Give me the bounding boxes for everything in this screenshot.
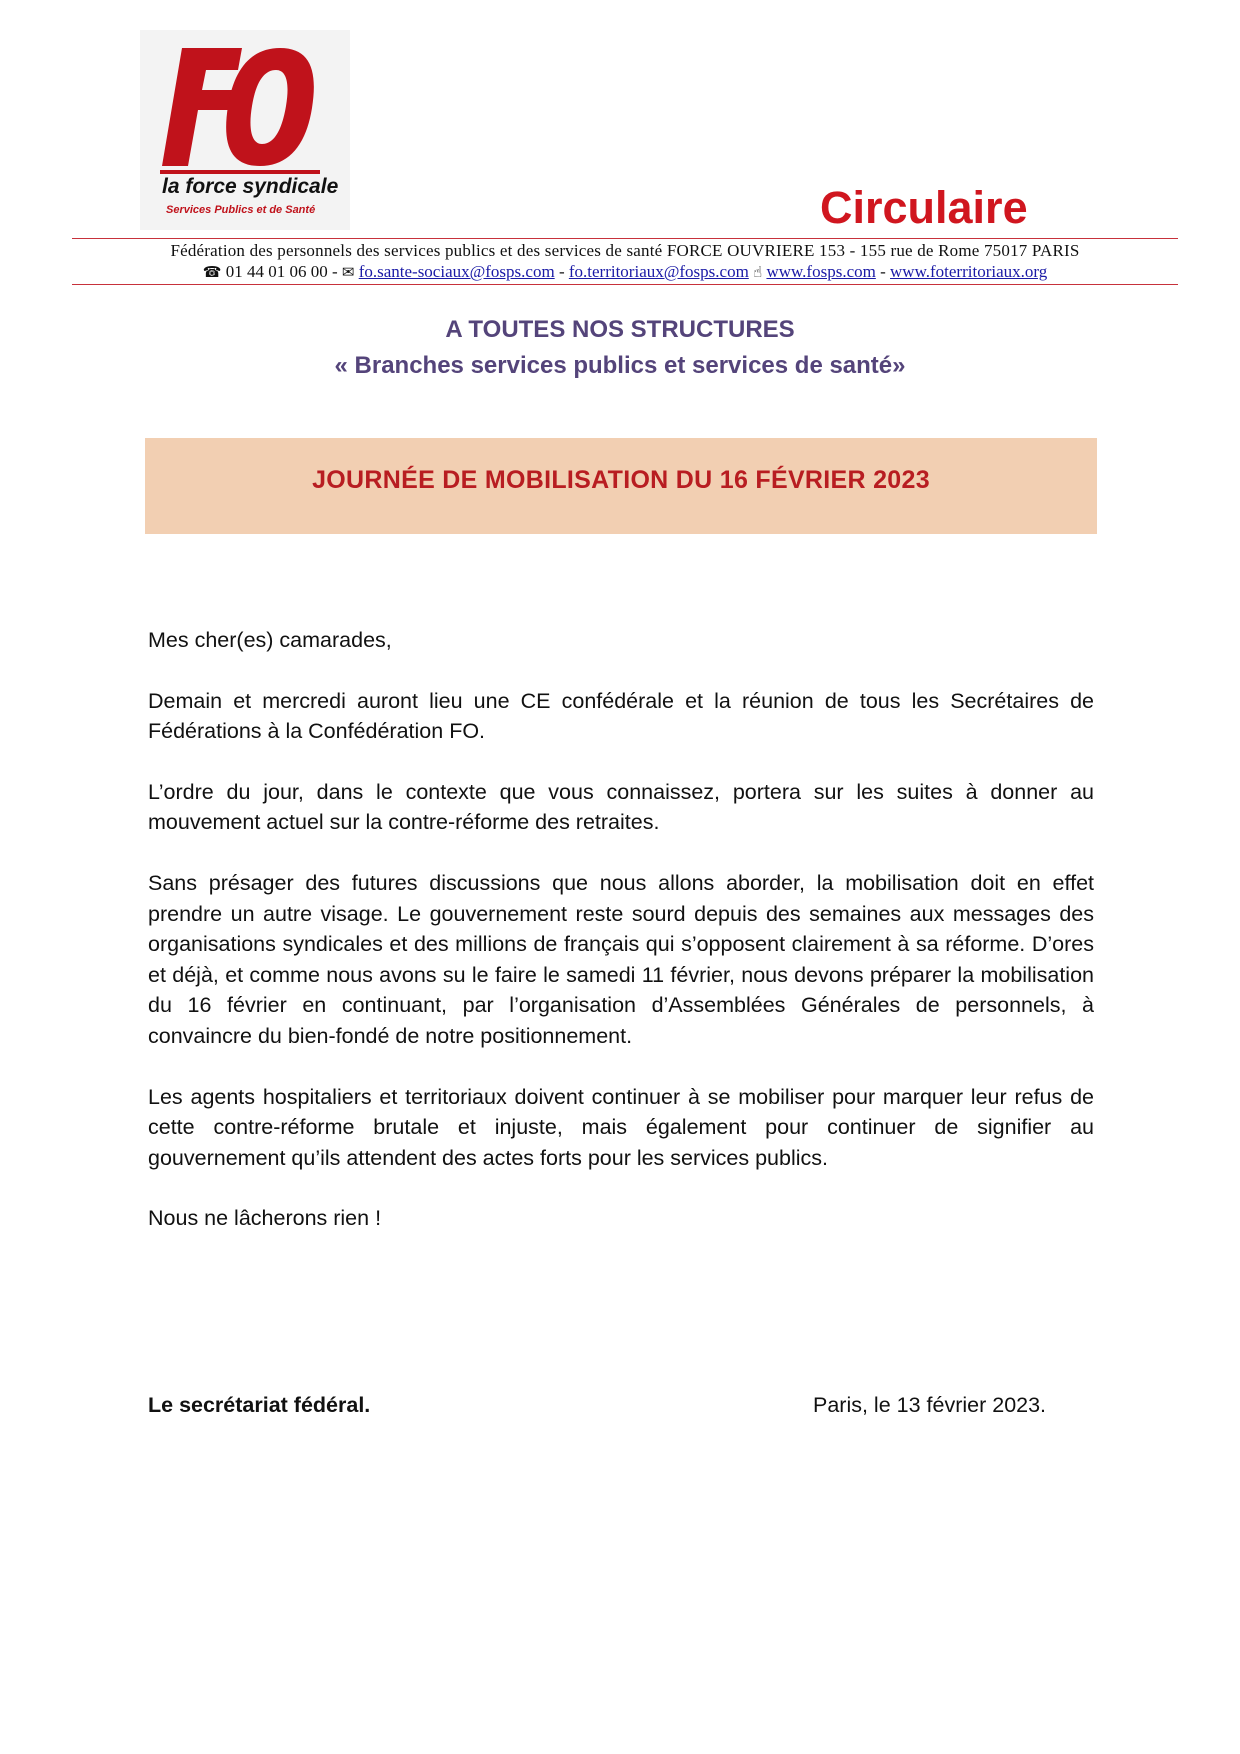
email-sante-sociaux-link[interactable]: fo.sante-sociaux@fosps.com [358, 262, 555, 281]
document-type-title: Circulaire [820, 182, 1028, 233]
greeting: Mes cher(es) camarades, [148, 628, 392, 652]
paragraph-2: L’ordre du jour, dans le contexte que vous connaissez, portera sur les suites à donner au mouvement actuel sur la contre-réforme des retraites. [148, 779, 1094, 835]
header-rule-bottom [72, 284, 1178, 285]
phone-icon: ☎ [202, 263, 222, 281]
fo-logo [140, 30, 350, 230]
website-foterritoriaux-link[interactable]: www.foterritoriaux.org [890, 262, 1048, 281]
signature-secretariat: Le secrétariat fédéral. [148, 1393, 371, 1417]
separator: - [875, 262, 891, 281]
phone-number: 01 44 01 06 00 [225, 262, 328, 281]
recipients-subheading: « Branches services publics et services de santé» [334, 352, 906, 379]
recipients-heading: A TOUTES NOS STRUCTURES [445, 316, 795, 343]
paragraph-4: Les agents hospitaliers et territoriaux doivent continuer à se mobiliser pour marquer leur refus de cette contre-réforme brutale et injuste, mais également pour continuer de signifier au gouvernement qu’ils attendent des actes forts pour les services publics. [148, 1084, 1094, 1170]
paragraph-1: Demain et mercredi auront lieu une CE confédérale et la réunion de tous les Secrétaires de Fédérations à la Confédération FO. [148, 688, 1094, 744]
separator: - [327, 262, 342, 281]
signature-date: Paris, le 13 février 2023. [813, 1393, 1047, 1417]
banner-title: JOURNÉE DE MOBILISATION DU 16 FÉVRIER 2023 [312, 466, 930, 494]
logo-subtitle: Services Publics et de Santé [166, 204, 316, 216]
paragraph-3: Sans présager des futures discussions que nous allons aborder, la mobilisation doit en effet prendre un autre visage. Le gouvernement reste sourd depuis des semaines aux messages des organisations syndicales et des millions de français qui s’opposent clairement à sa réforme. D’ores et déjà, et comme nous avons su le faire le samedi 11 février, nous devons préparer la mobilisation du 16 février en continuant, par l’organisation d’Assemblées Générales de personnels, à convaincre du bien-fondé de notre positionnement. [148, 870, 1094, 1048]
website-fosps-link[interactable]: www.fosps.com [766, 262, 876, 281]
separator: - [554, 262, 569, 281]
letter-body [148, 625, 1094, 1264]
pointing-hand-icon: ☝ [753, 263, 763, 281]
fo-logo-graphic [140, 30, 350, 230]
email-territoriaux-link[interactable]: fo.territoriaux@fosps.com [568, 262, 749, 281]
federation-address: Fédération des personnels des services publics et des services de santé FORCE OUVRIERE 153 - 155 rue de Rome 75017 PARIS [170, 241, 1080, 260]
paragraph-5: Nous ne lâcherons rien ! [148, 1206, 382, 1231]
mail-icon: ✉ [341, 263, 355, 281]
logo-tagline: la force syndicale [162, 175, 339, 198]
contact-line [72, 261, 1178, 283]
header-rule-top [72, 238, 1178, 239]
